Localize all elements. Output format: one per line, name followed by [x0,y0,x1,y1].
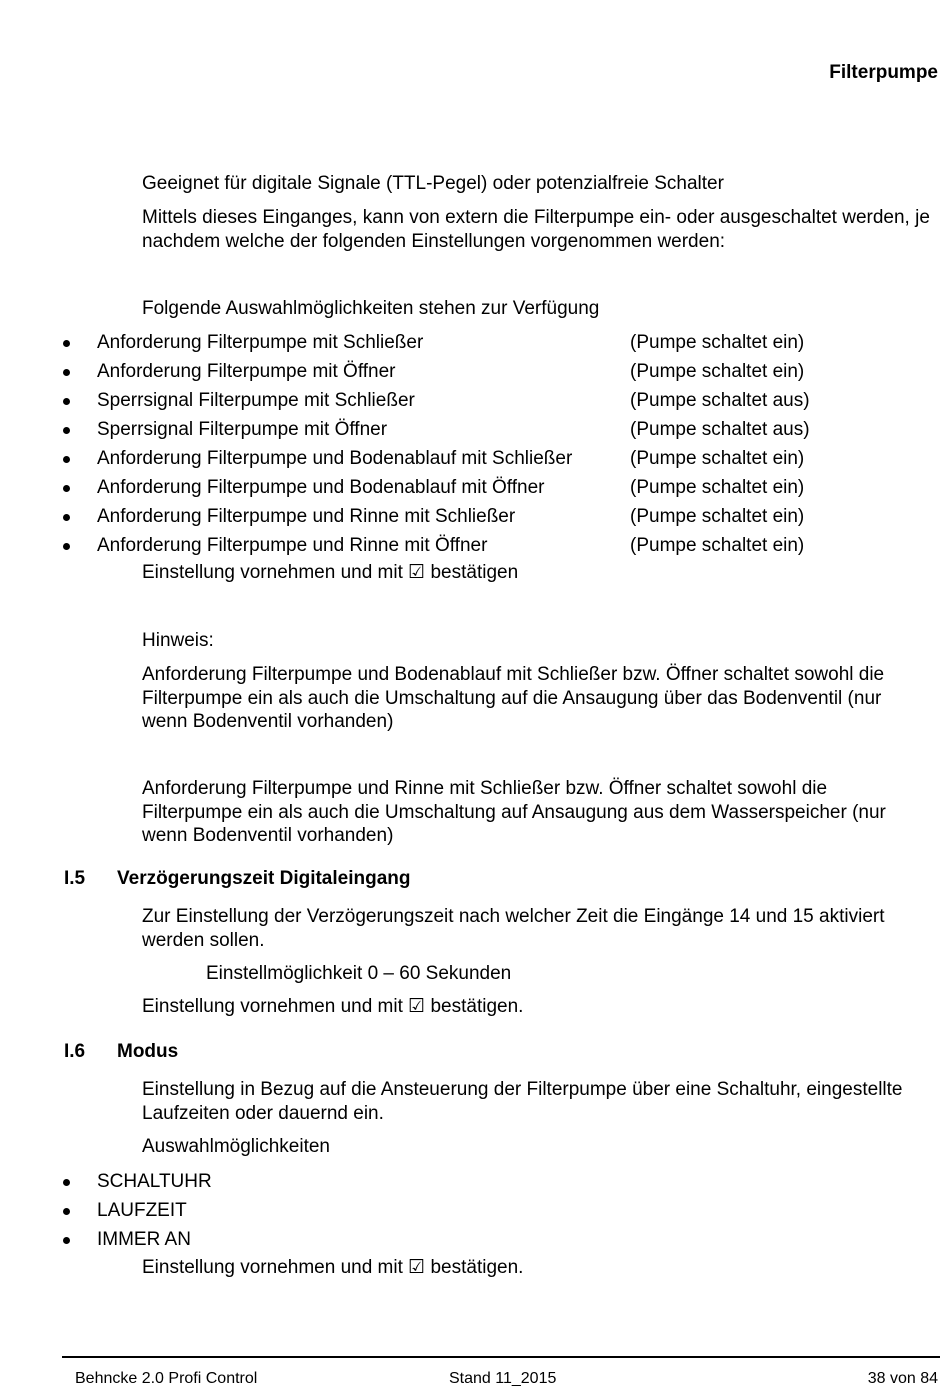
footer-divider [62,1356,940,1358]
list-item [0,476,950,505]
bullet-icon [63,369,70,376]
bullet-icon [63,485,70,492]
footer-product: Behncke 2.0 Profi Control [75,1370,258,1387]
bullet-icon [63,543,70,550]
list-item [0,418,950,447]
list-item [0,534,950,563]
list-item [0,505,950,534]
option-label: Anforderung Filterpumpe mit Schließer [97,332,424,353]
list-item [0,1170,950,1199]
section-title: Modus [117,1041,179,1062]
confirm-instruction: Einstellung vornehmen und mit ☑ bestätigen [142,562,519,583]
bullet-icon [63,1179,70,1186]
option-label: Anforderung Filterpumpe und Rinne mit Schließer [97,506,516,527]
hint-paragraph-bodenablauf: Anforderung Filterpumpe und Bodenablauf mit Schließer bzw. Öffner schaltet sowohl die Filterpumpe ein als auch die Umschaltung auf die Ansaugung über das Bodenventil (nur wenn Bodenventil vorhanden) [142,664,885,732]
option-label: Sperrsignal Filterpumpe mit Öffner [97,419,388,440]
option-result: (Pumpe schaltet aus) [630,419,810,440]
hint-label: Hinweis: [142,630,214,651]
option-result: (Pumpe schaltet aus) [630,390,810,411]
list-item [0,1228,950,1257]
list-item [0,447,950,476]
option-result: (Pumpe schaltet ein) [630,448,805,469]
page-number: 38 von 84 [867,1370,938,1387]
intro-signal-text: Geeignet für digitale Signale (TTL-Pegel) oder potenzialfreie Schalter [142,173,724,194]
list-item [0,389,950,418]
option-label: Sperrsignal Filterpumpe mit Schließer [97,390,415,411]
option-label: Anforderung Filterpumpe mit Öffner [97,361,396,382]
page-header-title: Filterpumpe [829,62,938,83]
list-item [0,331,950,360]
option-label: Anforderung Filterpumpe und Bodenablauf mit Schließer [97,448,573,469]
section-number: I.5 [64,868,86,889]
section-title: Verzögerungszeit Digitaleingang [117,868,411,889]
option-label: Anforderung Filterpumpe und Rinne mit Öffner [97,535,488,556]
mode-label: IMMER AN [97,1229,191,1250]
confirm-instruction: Einstellung vornehmen und mit ☑ bestätigen. [142,1257,524,1278]
bullet-icon [63,514,70,521]
list-item [0,1199,950,1228]
bullet-icon [63,1237,70,1244]
section-description: Zur Einstellung der Verzögerungszeit nach welcher Zeit die Eingänge 14 und 15 aktiviert werden sollen. [142,906,885,951]
option-result: (Pumpe schaltet ein) [630,506,805,527]
option-label: Anforderung Filterpumpe und Bodenablauf mit Öffner [97,477,545,498]
footer-version: Stand 11_2015 [449,1370,557,1387]
section-number: I.6 [64,1041,86,1062]
option-result: (Pumpe schaltet ein) [630,535,805,556]
options-heading: Auswahlmöglichkeiten [142,1136,330,1157]
option-result: (Pumpe schaltet ein) [630,477,805,498]
options-heading: Folgende Auswahlmöglichkeiten stehen zur Verfügung [142,298,600,319]
hint-paragraph-rinne: Anforderung Filterpumpe und Rinne mit Schließer bzw. Öffner schaltet sowohl die Filterpumpe ein als auch die Umschaltung auf Ansaugung aus dem Wasserspeicher (nur wenn Bodenventil vorhanden) [142,778,886,846]
list-item [0,360,950,389]
confirm-instruction: Einstellung vornehmen und mit ☑ bestätigen. [142,996,524,1017]
bullet-icon [63,340,70,347]
bullet-icon [63,398,70,405]
bullet-icon [63,456,70,463]
bullet-icon [63,1208,70,1215]
setting-range: Einstellmöglichkeit 0 – 60 Sekunden [206,963,512,984]
intro-description: Mittels dieses Einganges, kann von extern die Filterpumpe ein- oder ausgeschaltet werden, je nachdem welche der folgenden Einstellungen vorgenommen werden: [142,207,930,252]
mode-label: LAUFZEIT [97,1200,187,1221]
mode-label: SCHALTUHR [97,1171,212,1192]
option-result: (Pumpe schaltet ein) [630,332,805,353]
bullet-icon [63,427,70,434]
option-result: (Pumpe schaltet ein) [630,361,805,382]
section-description: Einstellung in Bezug auf die Ansteuerung der Filterpumpe über eine Schaltuhr, eingestellte Laufzeiten oder dauernd ein. [142,1079,903,1124]
